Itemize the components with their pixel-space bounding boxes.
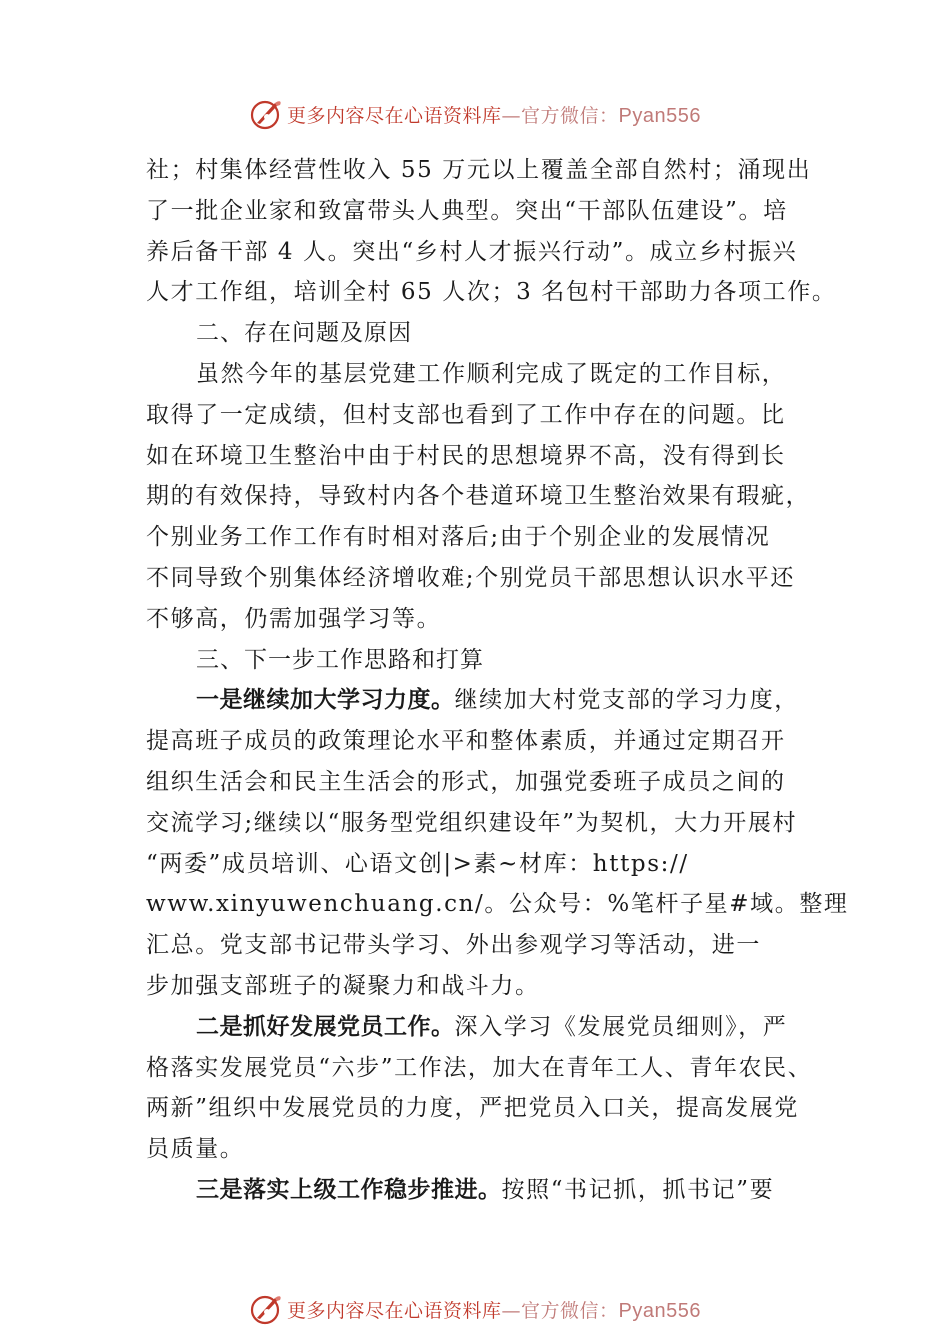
- section-heading-problems: 二、存在问题及原因: [196, 320, 412, 347]
- body-line: 人才工作组，培训全村 65 人次；3 名包村干部助力各项工作。: [146, 279, 837, 306]
- body-line: 养后备干部 4 人。突出“乡村人才振兴行动”。成立乡村振兴: [146, 238, 798, 265]
- body-line: “两委”成员培训、心语文创|>素~材库：https://: [146, 850, 689, 877]
- body-line: 员质量。: [146, 1136, 245, 1163]
- body-line: [146, 680, 836, 721]
- body-line: 组织生活会和民主生活会的形式，加强党委班子成员之间的: [146, 768, 786, 795]
- body-line: 虽然今年的基层党建工作顺利完成了既定的工作目标，: [196, 360, 787, 387]
- body-line: 格落实发展党员“六步”工作法，加大在青年工人、青年农民、: [146, 1054, 813, 1081]
- watermark-dash: —: [501, 104, 522, 127]
- body-line: [146, 1007, 836, 1048]
- section-heading-next-steps: 三、下一步工作思路和打算: [196, 646, 484, 673]
- body-line: www.xinyuwenchuang.cn/。公众号：%笔杆子星#域。整理: [146, 891, 849, 918]
- body-line: 期的有效保持，导致村内各个巷道环境卫生整治效果有瑕疵，: [146, 483, 811, 510]
- watermark-id: Pyan556: [618, 104, 701, 127]
- body-line: 不够高，仍需加强学习等。: [146, 605, 442, 632]
- body-line: 个别业务工作工作有时相对落后;由于个别企业的发展情况: [146, 524, 771, 551]
- body-line: 社；村集体经营性收入 55 万元以上覆盖全部自然村；涌现出: [146, 157, 812, 183]
- body-line: 不同导致个别集体经济增收难;个别党员干部思想认识水平还: [146, 564, 795, 591]
- body-line: [146, 1170, 836, 1211]
- watermark-id: Pyan556: [618, 1299, 701, 1322]
- watermark-brand: 更多内容尽在心语资料库: [287, 104, 502, 127]
- quill-logo-icon: [249, 1292, 283, 1326]
- watermark-dash: —: [501, 1299, 522, 1322]
- watermark-brand: 更多内容尽在心语资料库: [287, 1299, 502, 1322]
- point-title-members: 二是抓好发展党员工作。: [196, 1013, 455, 1040]
- body-line: 取得了一定成绩，但村支部也看到了工作中存在的问题。比: [146, 401, 786, 428]
- body-line: 了一批企业家和致富带头人典型。突出“干部队伍建设”。培: [146, 197, 788, 224]
- body-line-text: 继续加大村党支部的学习力度，: [454, 687, 799, 714]
- watermark-text: [287, 1296, 701, 1323]
- quill-logo-icon: [249, 97, 283, 131]
- body-line: 步加强支部班子的凝聚力和战斗力。: [146, 972, 540, 999]
- point-title-study: 一是继续加大学习力度。: [196, 687, 455, 714]
- body-line-text: 深入学习《发展党员细则》，严: [454, 1013, 788, 1040]
- footer-watermark: [0, 1289, 950, 1329]
- point-title-implementation: 三是落实上级工作稳步推进。: [196, 1176, 502, 1203]
- header-watermark: [0, 94, 950, 134]
- watermark-label: 官方微信：: [521, 104, 619, 127]
- body-line: 汇总。党支部书记带头学习、外出参观学习等活动，进一: [146, 932, 761, 959]
- body-line: 提高班子成员的政策理论水平和整体素质，并通过定期召开: [146, 728, 786, 755]
- body-line: 如在环境卫生整治中由于村民的思想境界不高，没有得到长: [146, 442, 786, 469]
- body-line: 两新”组织中发展党员的力度，严把党员入口关，提高发展党: [146, 1095, 799, 1122]
- watermark-text: [287, 101, 701, 128]
- watermark-label: 官方微信：: [521, 1299, 619, 1322]
- body-line-text: 按照“书记抓，抓书记”要: [501, 1176, 775, 1203]
- body-line: 交流学习;继续以“服务型党组织建设年”为契机，大力开展村: [146, 809, 798, 836]
- document-body: [146, 150, 849, 1211]
